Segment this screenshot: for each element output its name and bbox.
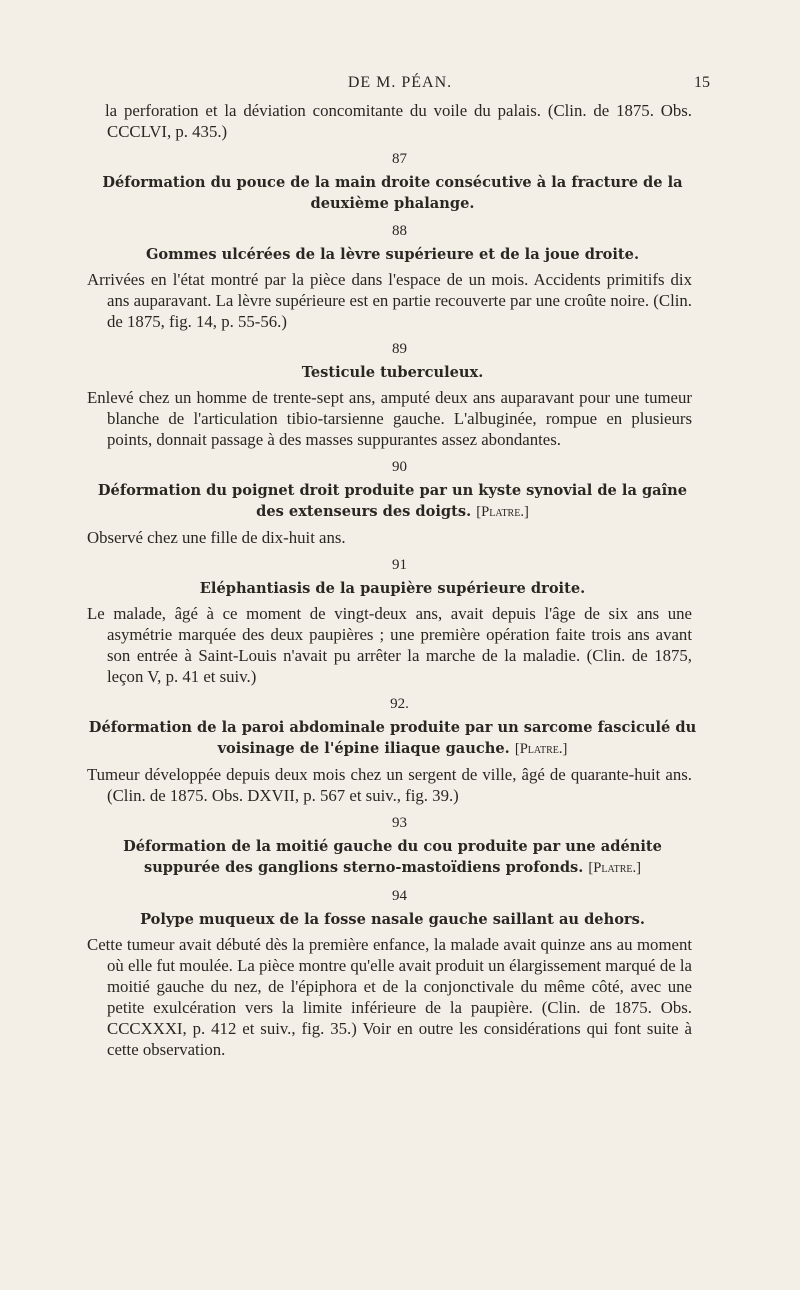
catalog-entry	[87, 888, 692, 1060]
entry-title	[83, 244, 702, 265]
entry-number: 88	[392, 223, 407, 239]
entry-number: 92.	[390, 696, 409, 712]
plate-tag: [Platre.]	[588, 860, 642, 876]
intro-paragraph: la perforation et la déviation concomitante du voile du palais. (Clin. de 1875. Obs. CCCLVI, p. 435.)	[105, 101, 692, 141]
entry-description: Arrivées en l'état montré par la pièce dans l'espace de un mois. Accidents primitifs dix ans auparavant. La lèvre supérieure est en partie recouverte par une croûte noire. (Clin. de 1875, fig. 14, p. 55-56.)	[87, 270, 692, 331]
catalog-entry	[87, 459, 692, 548]
entry-description: Enlevé chez un homme de trente-sept ans, amputé deux ans auparavant pour une tumeur blanche de l'articulation tibio-tarsienne gauche. L'albuginée, rompue en plusieurs points, donnait passage à des masses suppurantes assez abondantes.	[87, 388, 692, 449]
entries-list	[87, 151, 697, 1060]
entry-title-text: Déformation de la paroi abdominale produite par un sarcome fasciculé du voisinage de l'épine iliaque gauche.	[88, 719, 697, 757]
catalog-entry	[87, 696, 697, 806]
entry-title	[83, 909, 702, 930]
entry-title-text: Polype muqueux de la fosse nasale gauche saillant au dehors.	[140, 911, 645, 928]
body-text	[87, 100, 697, 1060]
entry-description: Cette tumeur avait débuté dès la première enfance, la malade avait quinze ans au moment où elle fut moulée. La pièce montre qu'elle avait produit un élargissement marqué de la moitié gauche du nez, de l'épiphora et de la conjonctivale du même côté, avec une petite exulcération vers la limite inférieure de la paupière. (Clin. de 1875. Obs. CCCXXXI, p. 412 et suiv., fig. 35.) Voir en outre les considérations qui font suite à cette observation.	[87, 935, 692, 1059]
entry-title-text: Gommes ulcérées de la lèvre supérieure et de la joue droite.	[145, 246, 640, 263]
entry-title	[83, 717, 702, 760]
entry-title-text: Déformation du poignet droit produite par un kyste synovial de la gaîne des extenseurs des doigts.	[97, 482, 688, 520]
entry-number: 94	[392, 888, 407, 904]
plate-tag: [Platre.]	[476, 504, 529, 520]
entry-number: 90	[392, 459, 407, 475]
catalog-entry	[87, 223, 692, 332]
entry-title-text: Déformation du pouce de la main droite consécutive à la fracture de la deuxième phalange.	[102, 174, 683, 212]
entry-title-text: Déformation de la moitié gauche du cou produite par une adénite suppurée des ganglions sterno-mastoïdiens profonds.	[123, 838, 662, 876]
entry-title	[83, 172, 702, 214]
entry-title	[83, 578, 702, 599]
page-number: 15	[694, 74, 710, 91]
catalog-entry	[107, 815, 692, 879]
entry-number: 91	[392, 557, 407, 573]
entry-title-text: Testicule tuberculeux.	[301, 364, 484, 381]
entry-title-text: Eléphantiasis de la paupière supérieure droite.	[199, 580, 586, 597]
entry-title	[83, 480, 702, 523]
catalog-entry	[102, 151, 692, 214]
entry-title	[83, 836, 702, 879]
entry-number: 93	[392, 815, 407, 831]
entry-number: 89	[392, 341, 407, 357]
entry-description: Observé chez une fille de dix-huit ans.	[87, 528, 346, 547]
entry-title	[83, 362, 702, 383]
catalog-entry	[87, 557, 692, 687]
entry-description: Le malade, âgé à ce moment de vingt-deux ans, avait depuis l'âge de six ans une asymétrie marquée des deux paupières ; une première opération faite trois ans avant son entrée à Saint-Louis n'avait pu arrêter la marche de la maladie. (Clin. de 1875, leçon V, p. 41 et suiv.)	[87, 604, 692, 686]
entry-number: 87	[392, 151, 407, 167]
catalog-entry	[87, 341, 692, 450]
plate-tag: [Platre.]	[514, 741, 568, 757]
page-header	[0, 74, 800, 98]
entry-description: Tumeur développée depuis deux mois chez un sergent de ville, âgé de quarante-huit ans. (Clin. de 1875. Obs. DXVII, p. 567 et suiv., fig. 39.)	[87, 765, 692, 805]
running-head: DE M. PÉAN.	[347, 74, 453, 91]
